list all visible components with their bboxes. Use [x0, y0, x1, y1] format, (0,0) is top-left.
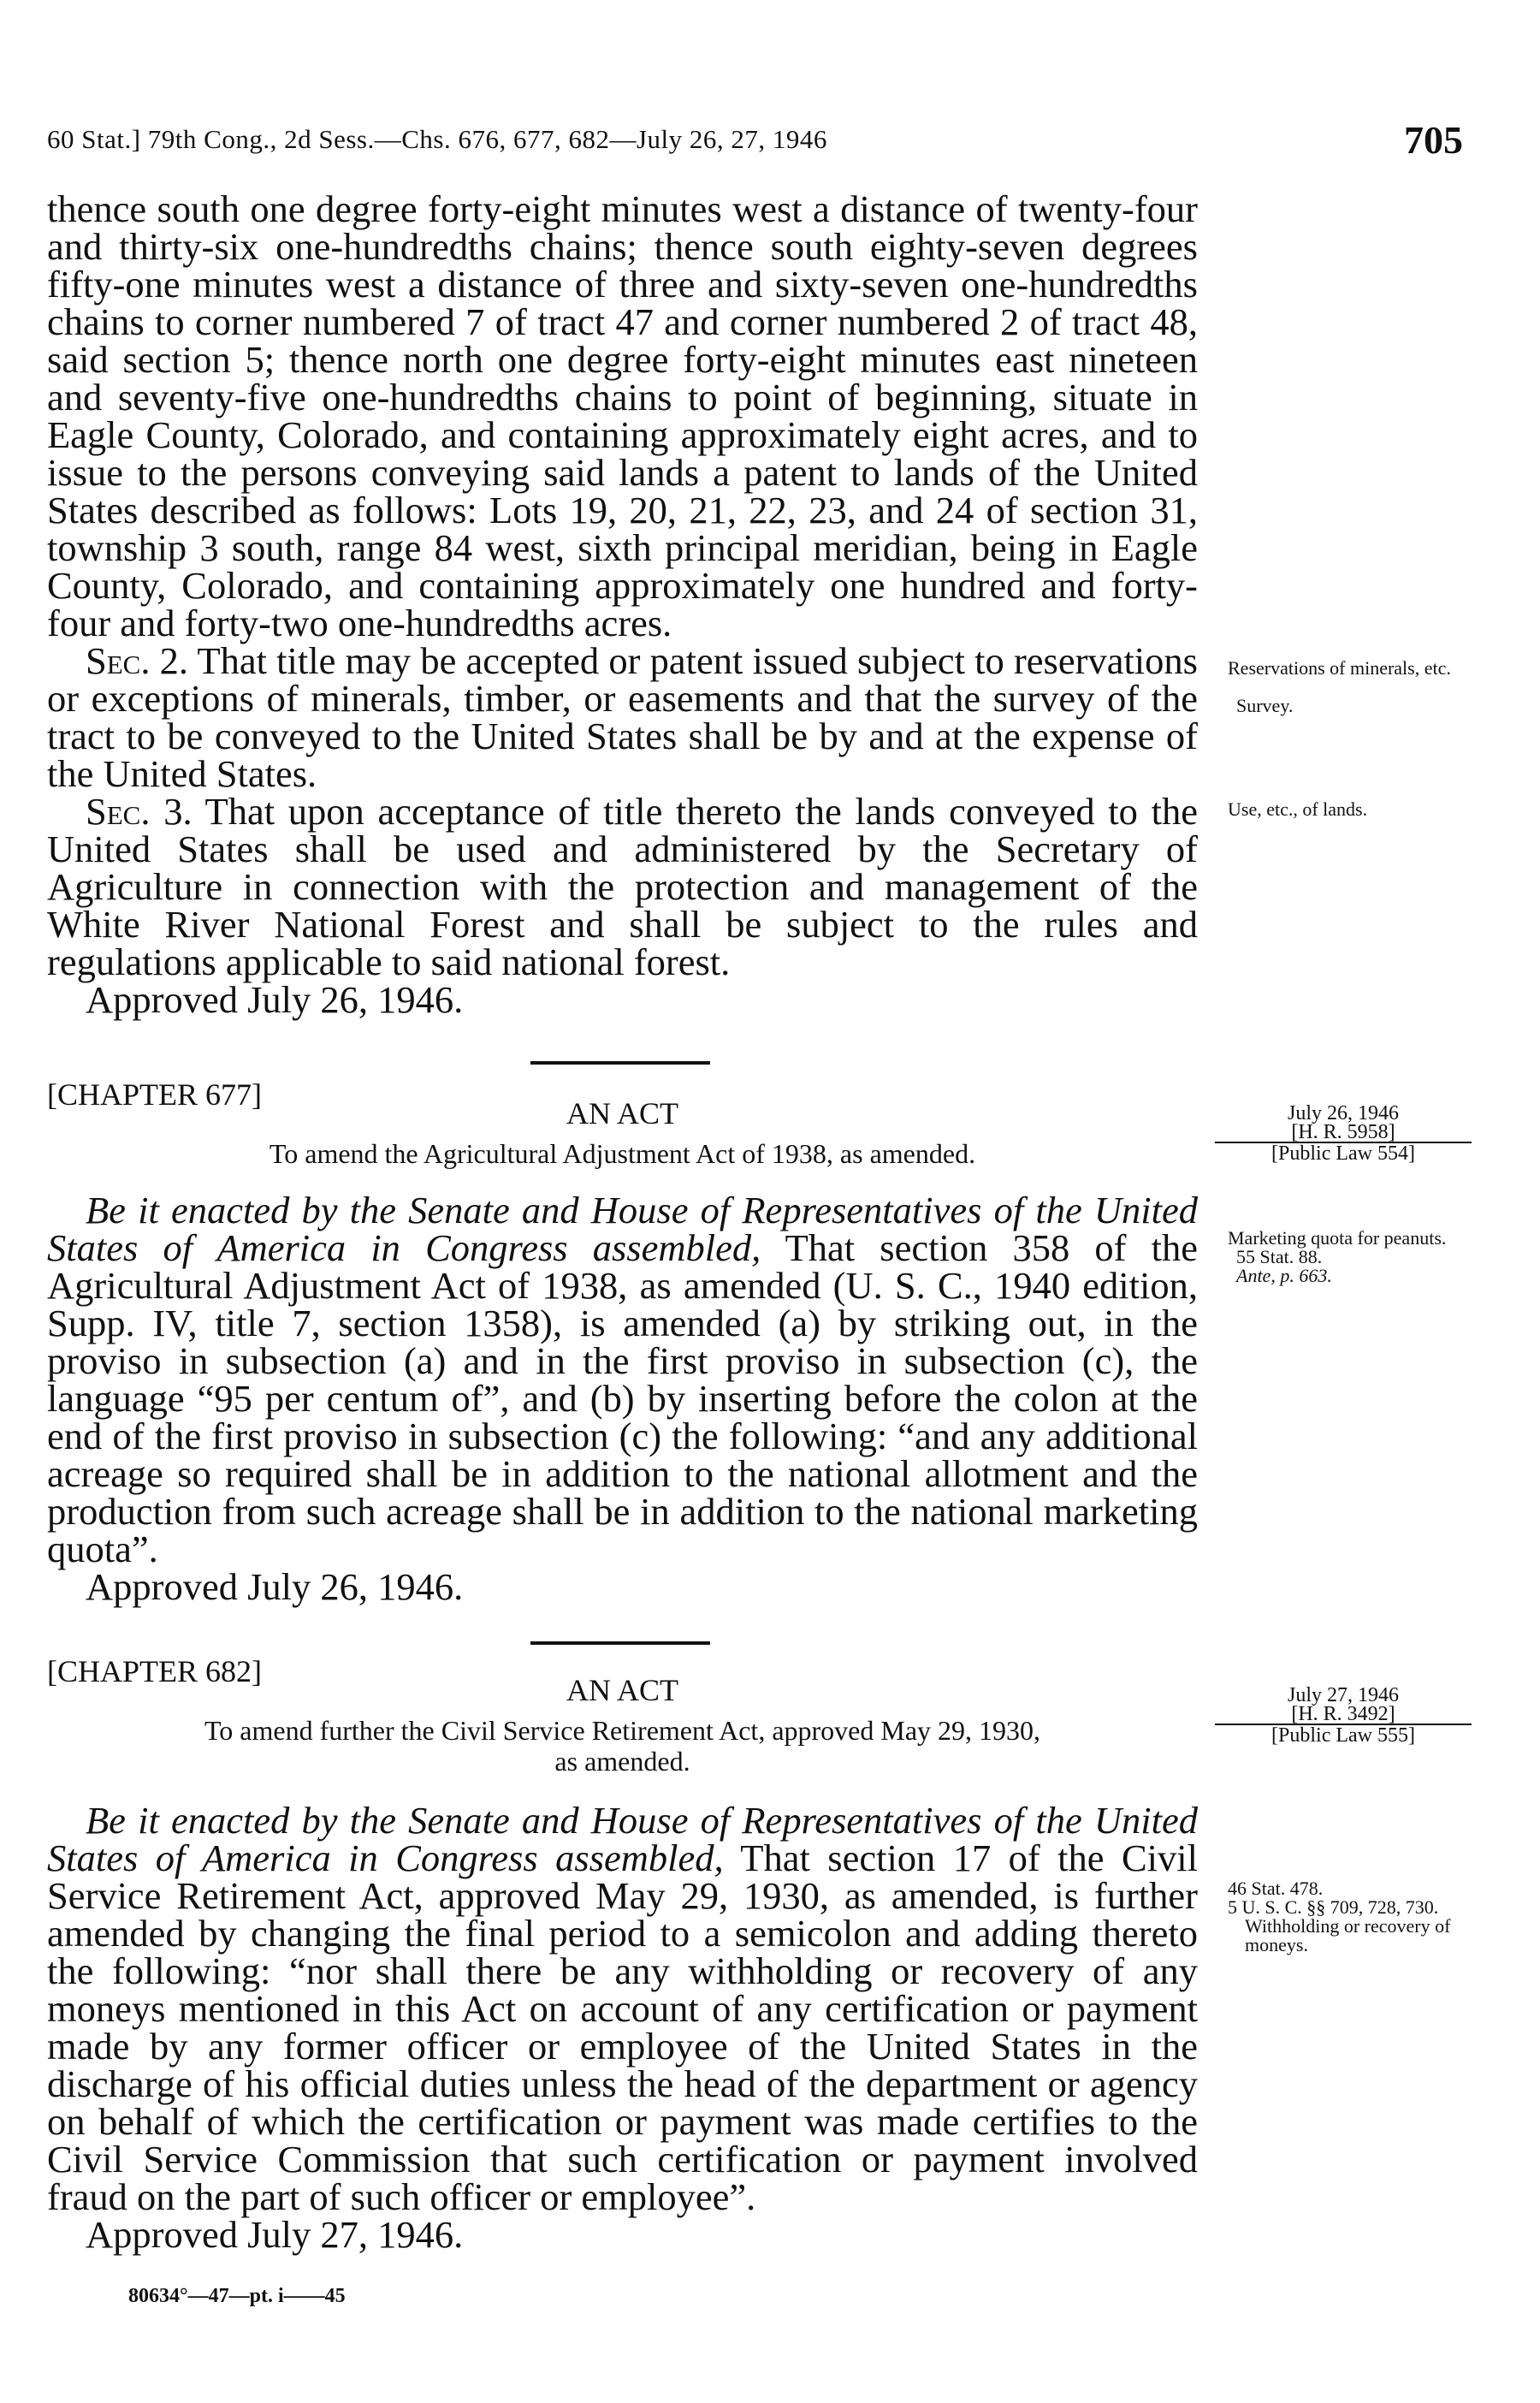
chapter-682-purpose-line-2: as amended. [554, 1746, 690, 1777]
chapter-682-public-law: [Public Law 555] [1215, 1724, 1472, 1746]
margin-note-withholding: Withholding or recovery of moneys. [1245, 1915, 1451, 1955]
section-2-text: That title may be accepted or patent issued subject to reservations or exceptions of minerals, timber, or easements and that the survey of the tract to be conveyed to the United States shall be by and at the expense of the United States. [47, 639, 1198, 795]
chapter-677-bill: [H. R. 5958] [1291, 1121, 1395, 1143]
approved-line: Approved July 26, 1946. [86, 978, 464, 1021]
margin-note-ante: Ante, p. 663. [1236, 1265, 1332, 1286]
chapter-677-margin-notes [1228, 1229, 1484, 1285]
chapter-682-bill: [H. R. 3492] [1291, 1703, 1395, 1725]
footer-print-code: 80634°—47—pt. i——45 [128, 2285, 346, 2307]
chapter-682-date: July 27, 1946 [1287, 1684, 1399, 1706]
chapter-677-text [47, 1191, 1198, 1568]
chapter-682-text [47, 1801, 1198, 2216]
margin-note-stat-478: 46 Stat. 478. [1228, 1878, 1324, 1899]
section-3-label: Sec. 3. [86, 790, 192, 833]
chapter-682-body [47, 1799, 1198, 2256]
chapter-677-act-heading: AN ACT [566, 1096, 678, 1130]
section-3 [47, 792, 1198, 981]
chapter-682-margin-citation [1215, 1686, 1472, 1746]
chapter-677-date: July 26, 1946 [1287, 1102, 1399, 1124]
margin-note-use-of-lands: Use, etc., of lands. [1228, 798, 1368, 820]
chapter-682-purpose [47, 1715, 1198, 1777]
running-header [47, 118, 1463, 175]
continued-paragraph: thence south one degree forty-eight minutes west a distance of twenty-four and thirty-six one-hundredths chains; thence south eighty-seven degrees fifty-one minutes west a distance of three and sixty-seven one-hundredths chains to corner numbered 7 of tract 47 and corner numbered 2 of tract 48, said section 5; thence north one degree forty-eight minutes east nineteen and seventy-five one-hundredths chains to point of beginning, situate in Eagle County, Colorado, and containing approximately eight acres, and to issue to the persons conveying said lands a patent to lands of the United States described as follows: Lots 19, 20, 21, 22, 23, and 24 of section 31, township 3 south, range 84 west, sixth principal meridian, being in Eagle County, Colorado, and containing approximately one hundred and forty-four and forty-two one-hundredths acres. [47, 187, 1198, 644]
chapter-677-body [47, 1189, 1199, 1608]
chapter-677-approved: Approved July 26, 1946. [86, 1565, 464, 1608]
chapter-677-margin-citation [1215, 1104, 1472, 1164]
section-2 [47, 639, 1198, 795]
chapter-682-provisions: That section 17 of the Civil Service Retirement Act, approved May 29, 1930, as amended, is further amended by changing the final period to a semicolon and adding thereto the following: “nor shall there be any withholding or recovery of any moneys mentioned in this Act on account of any certification or payment made by any former officer or employee of the United States in the discharge of his official duties unless the head of the department or agency on behalf of which the certification or payment was made certifies to the Civil Service Commission that such certification or payment involved fraud on the part of such officer or employee”. [47, 1836, 1198, 2218]
chapter-682-margin-notes [1228, 1879, 1484, 1955]
chapter-682-label: [CHAPTER 682] [47, 1654, 262, 1688]
chapter-677-purpose: To amend the Agricultural Adjustment Act of 1938, as amended. [269, 1138, 976, 1169]
chapter-677-enacting-clause: Be it enacted by the Senate and House of Representatives of the United States of America in Congress assembled, [47, 1189, 1198, 1269]
chapter-682-enacting-clause: Be it enacted by the Senate and House of Representatives of the United States of America in Congress assembled, [47, 1799, 1198, 1879]
chapter-divider-rule [530, 1641, 710, 1645]
chapter-682-act-heading: AN ACT [566, 1673, 678, 1707]
chapter-677-public-law: [Public Law 554] [1215, 1142, 1472, 1164]
chapter-677-label: [CHAPTER 677] [47, 1077, 262, 1112]
header-citation: 60 Stat.] 79th Cong., 2d Sess.—Chs. 676, 677, 682—July 26, 27, 1946 [47, 124, 827, 154]
section-3-text: That upon acceptance of title thereto the lands conveyed to the United States shall be used and administered by the Secretary of Agriculture in connection with the protection and management of the White River National Forest and shall be subject to the rules and regulations applicable to said national forest. [47, 790, 1198, 983]
chapter-divider-rule [530, 1061, 710, 1065]
section-2-label: Sec. 2. [86, 639, 189, 682]
margin-note-reservations: Reservations of minerals, etc. [1228, 657, 1451, 679]
chapter-677-provisions: That section 358 of the Agricultural Adjustment Act of 1938, as amended (U. S. C., 1940 edition, Supp. IV, title 7, section 1358), is amended (a) by striking out, in the proviso in subsection (a) and in the first proviso in subsection (c), the language “95 per centum of”, and (b) by inserting before the colon at the end of the first proviso in subsection (c) the following: “and any additional acreage so required shall be in addition to the national allotment and the production from such acreage shall be in addition to the national marketing quota”. [47, 1226, 1199, 1570]
chapter-682-approved: Approved July 27, 1946. [86, 2213, 464, 2256]
margin-note-stat: 55 Stat. 88. [1236, 1246, 1323, 1267]
continued-text-block [47, 187, 1198, 1021]
margin-note-survey: Survey. [1236, 695, 1294, 716]
page-number: 705 [1404, 118, 1463, 162]
chapter-682-purpose-line-1: To amend further the Civil Service Retirement Act, approved May 29, 1930, [204, 1715, 1041, 1746]
margin-note-marketing-quota: Marketing quota for peanuts. [1228, 1227, 1447, 1249]
margin-note-usc: 5 U. S. C. §§ 709, 728, 730. [1228, 1896, 1439, 1918]
